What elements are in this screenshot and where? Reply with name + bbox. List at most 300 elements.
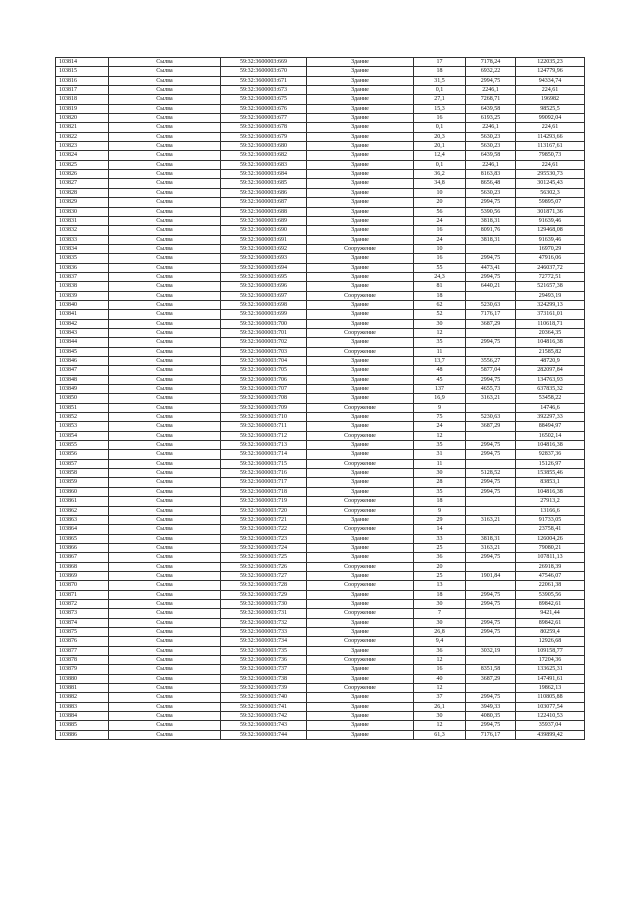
cell-area: 20,3: [414, 132, 466, 141]
cell-object-type: Здание: [307, 123, 414, 132]
cell-area: 15,3: [414, 104, 466, 113]
cell-area: 33: [414, 534, 466, 543]
cell-id: 103870: [56, 581, 109, 590]
cell-cadastral-value: 124779,96: [516, 67, 585, 76]
cell-unit-value: 2994,75: [466, 272, 516, 281]
cell-area: 18: [414, 291, 466, 300]
cell-object-type: Здание: [307, 282, 414, 291]
cell-object-type: Сооружение: [307, 328, 414, 337]
cell-unit-value: 2994,75: [466, 76, 516, 85]
cell-cadastral-value: 91639,46: [516, 235, 585, 244]
cell-cadastral-value: 224,61: [516, 160, 585, 169]
cell-area: 37: [414, 693, 466, 702]
cell-locality: Сылва: [109, 627, 221, 636]
cell-cadastral-value: 301871,36: [516, 207, 585, 216]
cell-cadastral-number: 59:32:3600003:734: [221, 637, 307, 646]
cell-locality: Сылва: [109, 665, 221, 674]
cell-unit-value: [466, 656, 516, 665]
cell-area: 0,1: [414, 160, 466, 169]
cell-cadastral-number: 59:32:3600003:677: [221, 114, 307, 123]
cell-unit-value: 7176,17: [466, 310, 516, 319]
cell-cadastral-value: 134763,93: [516, 375, 585, 384]
cell-locality: Сылва: [109, 721, 221, 730]
cell-locality: Сылва: [109, 684, 221, 693]
cell-locality: Сылва: [109, 506, 221, 515]
cell-unit-value: [466, 347, 516, 356]
cell-id: 103827: [56, 179, 109, 188]
cell-id: 103837: [56, 272, 109, 281]
cell-cadastral-number: 59:32:3600003:735: [221, 646, 307, 655]
cell-area: 137: [414, 385, 466, 394]
table-row: [56, 730, 585, 739]
cell-area: 18: [414, 67, 466, 76]
cell-unit-value: [466, 497, 516, 506]
cell-area: 35: [414, 487, 466, 496]
cell-cadastral-value: 59895,07: [516, 198, 585, 207]
cell-object-type: Здание: [307, 76, 414, 85]
cell-unit-value: 3163,21: [466, 515, 516, 524]
cell-id: 103828: [56, 188, 109, 197]
cell-cadastral-number: 59:32:3600003:741: [221, 702, 307, 711]
cell-id: 103885: [56, 721, 109, 730]
table-row: [56, 272, 585, 281]
cell-object-type: Сооружение: [307, 431, 414, 440]
cell-id: 103875: [56, 627, 109, 636]
cell-locality: Сылва: [109, 328, 221, 337]
cell-cadastral-value: 47916,06: [516, 254, 585, 263]
cell-object-type: Здание: [307, 188, 414, 197]
cell-object-type: Здание: [307, 226, 414, 235]
cell-locality: Сылва: [109, 226, 221, 235]
cell-area: 0,1: [414, 86, 466, 95]
cell-id: 103832: [56, 226, 109, 235]
cell-cadastral-value: 107811,13: [516, 553, 585, 562]
cell-locality: Сылва: [109, 310, 221, 319]
table-row: [56, 413, 585, 422]
cell-cadastral-value: 295530,73: [516, 170, 585, 179]
cell-id: 103886: [56, 730, 109, 739]
cell-object-type: Здание: [307, 478, 414, 487]
cell-cadastral-value: 72772,51: [516, 272, 585, 281]
cell-locality: Сылва: [109, 86, 221, 95]
cell-area: 16: [414, 226, 466, 235]
cell-object-type: Здание: [307, 712, 414, 721]
table-row: [56, 76, 585, 85]
cell-cadastral-number: 59:32:3600003:675: [221, 95, 307, 104]
cell-cadastral-number: 59:32:3600003:709: [221, 403, 307, 412]
cell-cadastral-number: 59:32:3600003:729: [221, 590, 307, 599]
cell-id: 103884: [56, 712, 109, 721]
cell-id: 103880: [56, 674, 109, 683]
cell-area: 48: [414, 366, 466, 375]
cell-unit-value: [466, 609, 516, 618]
cell-area: 36: [414, 553, 466, 562]
cell-area: 40: [414, 674, 466, 683]
cell-locality: Сылва: [109, 366, 221, 375]
cell-object-type: Здание: [307, 543, 414, 552]
cell-unit-value: 6440,21: [466, 282, 516, 291]
cell-id: 103869: [56, 571, 109, 580]
table-row: [56, 450, 585, 459]
cell-area: 0,1: [414, 123, 466, 132]
cell-area: 12: [414, 431, 466, 440]
cell-locality: Сылва: [109, 357, 221, 366]
cell-object-type: Здание: [307, 104, 414, 113]
cell-id: 103824: [56, 151, 109, 160]
cell-object-type: Здание: [307, 170, 414, 179]
cell-object-type: Здание: [307, 114, 414, 123]
cell-object-type: Сооружение: [307, 581, 414, 590]
cell-cadastral-number: 59:32:3600003:731: [221, 609, 307, 618]
cell-object-type: Здание: [307, 394, 414, 403]
table-row: [56, 553, 585, 562]
cell-cadastral-value: 103077,54: [516, 702, 585, 711]
cell-unit-value: 4655,73: [466, 385, 516, 394]
table-row: [56, 581, 585, 590]
cell-area: 35: [414, 441, 466, 450]
cell-cadastral-number: 59:32:3600003:737: [221, 665, 307, 674]
cell-object-type: Здание: [307, 534, 414, 543]
table-row: [56, 506, 585, 515]
cell-id: 103839: [56, 291, 109, 300]
cell-locality: Сылва: [109, 581, 221, 590]
cell-id: 103871: [56, 590, 109, 599]
cell-id: 103845: [56, 347, 109, 356]
cell-locality: Сылва: [109, 693, 221, 702]
cell-area: 28: [414, 478, 466, 487]
cell-unit-value: 2994,75: [466, 599, 516, 608]
cell-locality: Сылва: [109, 441, 221, 450]
cell-object-type: Здание: [307, 599, 414, 608]
cell-area: 31,5: [414, 76, 466, 85]
cell-area: 16,9: [414, 394, 466, 403]
cell-cadastral-number: 59:32:3600003:676: [221, 104, 307, 113]
table-row: [56, 487, 585, 496]
cell-id: 103835: [56, 254, 109, 263]
cell-id: 103850: [56, 394, 109, 403]
cell-cadastral-number: 59:32:3600003:736: [221, 656, 307, 665]
cell-cadastral-value: 98525,5: [516, 104, 585, 113]
cell-area: 81: [414, 282, 466, 291]
cell-cadastral-value: 147491,61: [516, 674, 585, 683]
cell-object-type: Здание: [307, 422, 414, 431]
cell-cadastral-value: 53905,56: [516, 590, 585, 599]
cell-cadastral-number: 59:32:3600003:695: [221, 272, 307, 281]
cell-object-type: Здание: [307, 357, 414, 366]
cell-cadastral-number: 59:32:3600003:705: [221, 366, 307, 375]
cell-cadastral-number: 59:32:3600003:718: [221, 487, 307, 496]
cell-locality: Сылва: [109, 282, 221, 291]
cell-locality: Сылва: [109, 599, 221, 608]
table-row: [56, 132, 585, 141]
cell-id: 103831: [56, 216, 109, 225]
cell-cadastral-value: 113167,61: [516, 142, 585, 151]
table-row: [56, 469, 585, 478]
cell-cadastral-value: 521657,38: [516, 282, 585, 291]
cell-object-type: Здание: [307, 702, 414, 711]
cell-id: 103846: [56, 357, 109, 366]
cell-object-type: Здание: [307, 179, 414, 188]
cell-locality: Сылва: [109, 142, 221, 151]
cell-locality: Сылва: [109, 422, 221, 431]
cell-object-type: Здание: [307, 450, 414, 459]
cell-unit-value: 2994,75: [466, 338, 516, 347]
cell-locality: Сылва: [109, 413, 221, 422]
cell-locality: Сылва: [109, 534, 221, 543]
cell-area: 13,7: [414, 357, 466, 366]
cell-cadastral-value: 114293,66: [516, 132, 585, 141]
cell-cadastral-number: 59:32:3600003:712: [221, 431, 307, 440]
cell-cadastral-value: 79080,21: [516, 543, 585, 552]
cell-object-type: Здание: [307, 385, 414, 394]
cell-cadastral-number: 59:32:3600003:689: [221, 216, 307, 225]
cell-object-type: Здание: [307, 366, 414, 375]
cell-locality: Сылва: [109, 459, 221, 468]
cell-cadastral-number: 59:32:3600003:702: [221, 338, 307, 347]
cell-area: 13: [414, 581, 466, 590]
cell-object-type: Здание: [307, 216, 414, 225]
cell-cadastral-value: 21585,82: [516, 347, 585, 356]
cell-unit-value: [466, 525, 516, 534]
cell-object-type: Сооружение: [307, 497, 414, 506]
cell-area: 30: [414, 469, 466, 478]
table-row: [56, 385, 585, 394]
cell-locality: Сылва: [109, 646, 221, 655]
cell-cadastral-value: 20364,35: [516, 328, 585, 337]
cell-unit-value: 3818,31: [466, 216, 516, 225]
cell-unit-value: 5630,23: [466, 142, 516, 151]
table-row: [56, 319, 585, 328]
cell-object-type: Здание: [307, 310, 414, 319]
cell-unit-value: [466, 506, 516, 515]
table-row: [56, 160, 585, 169]
cell-id: 103814: [56, 58, 109, 67]
table-row: [56, 562, 585, 571]
cell-area: 9: [414, 506, 466, 515]
document-page: [55, 57, 584, 740]
table-row: [56, 478, 585, 487]
cell-unit-value: 2246,1: [466, 160, 516, 169]
cell-locality: Сылва: [109, 207, 221, 216]
cell-cadastral-number: 59:32:3600003:687: [221, 198, 307, 207]
cell-locality: Сылва: [109, 375, 221, 384]
table-row: [56, 114, 585, 123]
cell-locality: Сылва: [109, 450, 221, 459]
cell-cadastral-value: 35937,04: [516, 721, 585, 730]
cell-unit-value: 5128,52: [466, 469, 516, 478]
cell-id: 103851: [56, 403, 109, 412]
cell-cadastral-number: 59:32:3600003:717: [221, 478, 307, 487]
cell-object-type: Здание: [307, 319, 414, 328]
cell-object-type: Здание: [307, 693, 414, 702]
cell-cadastral-value: 224,61: [516, 86, 585, 95]
cell-locality: Сылва: [109, 431, 221, 440]
cell-unit-value: 2246,1: [466, 123, 516, 132]
cell-locality: Сылва: [109, 123, 221, 132]
table-row: [56, 198, 585, 207]
cell-cadastral-number: 59:32:3600003:692: [221, 244, 307, 253]
cell-locality: Сылва: [109, 403, 221, 412]
cell-id: 103818: [56, 95, 109, 104]
cell-cadastral-value: 13166,6: [516, 506, 585, 515]
cell-unit-value: [466, 459, 516, 468]
cell-cadastral-number: 59:32:3600003:679: [221, 132, 307, 141]
cell-cadastral-number: 59:32:3600003:688: [221, 207, 307, 216]
cell-cadastral-number: 59:32:3600003:691: [221, 235, 307, 244]
cell-cadastral-number: 59:32:3600003:678: [221, 123, 307, 132]
cell-cadastral-number: 59:32:3600003:707: [221, 385, 307, 394]
cell-unit-value: 2994,75: [466, 441, 516, 450]
cell-locality: Сылва: [109, 114, 221, 123]
cell-unit-value: [466, 562, 516, 571]
cell-locality: Сылва: [109, 104, 221, 113]
cell-area: 14: [414, 525, 466, 534]
table-row: [56, 684, 585, 693]
cell-cadastral-number: 59:32:3600003:740: [221, 693, 307, 702]
cell-cadastral-value: 91733,05: [516, 515, 585, 524]
cell-cadastral-number: 59:32:3600003:690: [221, 226, 307, 235]
cell-cadastral-number: 59:32:3600003:685: [221, 179, 307, 188]
cell-cadastral-value: 104816,38: [516, 487, 585, 496]
cell-cadastral-value: 16502,14: [516, 431, 585, 440]
cell-object-type: Сооружение: [307, 637, 414, 646]
cell-id: 103874: [56, 618, 109, 627]
cell-id: 103834: [56, 244, 109, 253]
cell-object-type: Сооружение: [307, 506, 414, 515]
cell-unit-value: 2994,75: [466, 590, 516, 599]
cell-area: 26,1: [414, 702, 466, 711]
cell-area: 26,8: [414, 627, 466, 636]
cell-cadastral-value: 16970,29: [516, 244, 585, 253]
cell-unit-value: 3818,31: [466, 235, 516, 244]
cell-cadastral-value: 196982: [516, 95, 585, 104]
table-row: [56, 188, 585, 197]
table-row: [56, 254, 585, 263]
cell-cadastral-number: 59:32:3600003:722: [221, 525, 307, 534]
cell-unit-value: 3687,29: [466, 422, 516, 431]
cell-cadastral-number: 59:32:3600003:706: [221, 375, 307, 384]
table-row: [56, 515, 585, 524]
cell-cadastral-value: 79850,73: [516, 151, 585, 160]
cell-area: 20,1: [414, 142, 466, 151]
cell-id: 103858: [56, 469, 109, 478]
cell-cadastral-value: 133625,31: [516, 665, 585, 674]
cell-area: 12: [414, 656, 466, 665]
cell-area: 12: [414, 328, 466, 337]
cell-cadastral-number: 59:32:3600003:733: [221, 627, 307, 636]
cell-unit-value: 4473,41: [466, 263, 516, 272]
cell-cadastral-number: 59:32:3600003:728: [221, 581, 307, 590]
table-row: [56, 170, 585, 179]
cell-id: 103867: [56, 553, 109, 562]
cell-unit-value: 2994,75: [466, 450, 516, 459]
cell-id: 103862: [56, 506, 109, 515]
cell-id: 103820: [56, 114, 109, 123]
cell-area: 29: [414, 515, 466, 524]
cell-area: 18: [414, 590, 466, 599]
cell-object-type: Здание: [307, 198, 414, 207]
cell-object-type: Здание: [307, 254, 414, 263]
cell-cadastral-value: 224,61: [516, 123, 585, 132]
table-row: [56, 422, 585, 431]
cell-id: 103852: [56, 413, 109, 422]
cell-id: 103876: [56, 637, 109, 646]
cell-unit-value: 4080,35: [466, 712, 516, 721]
cell-cadastral-number: 59:32:3600003:698: [221, 300, 307, 309]
cell-id: 103872: [56, 599, 109, 608]
table-row: [56, 282, 585, 291]
cell-id: 103817: [56, 86, 109, 95]
cell-locality: Сылва: [109, 235, 221, 244]
cell-unit-value: 7176,17: [466, 730, 516, 739]
table-row: [56, 665, 585, 674]
cell-area: 9,4: [414, 637, 466, 646]
table-row: [56, 459, 585, 468]
cell-locality: Сылва: [109, 170, 221, 179]
cell-id: 103816: [56, 76, 109, 85]
cell-area: 24,3: [414, 272, 466, 281]
cell-area: 11: [414, 459, 466, 468]
cell-locality: Сылва: [109, 347, 221, 356]
cell-area: 18: [414, 497, 466, 506]
cell-cadastral-value: 122410,53: [516, 712, 585, 721]
cell-locality: Сылва: [109, 188, 221, 197]
cell-area: 55: [414, 263, 466, 272]
table-row: [56, 123, 585, 132]
cell-locality: Сылва: [109, 272, 221, 281]
cell-id: 103841: [56, 310, 109, 319]
cell-locality: Сылва: [109, 216, 221, 225]
cell-id: 103838: [56, 282, 109, 291]
table-row: [56, 497, 585, 506]
cell-cadastral-number: 59:32:3600003:697: [221, 291, 307, 300]
cell-cadastral-number: 59:32:3600003:716: [221, 469, 307, 478]
cell-id: 103865: [56, 534, 109, 543]
cell-cadastral-value: 92837,36: [516, 450, 585, 459]
cell-locality: Сылва: [109, 618, 221, 627]
cell-locality: Сылва: [109, 515, 221, 524]
cell-id: 103849: [56, 385, 109, 394]
cell-unit-value: 3163,21: [466, 394, 516, 403]
cell-cadastral-value: 126004,26: [516, 534, 585, 543]
cell-area: 34,8: [414, 179, 466, 188]
cell-cadastral-number: 59:32:3600003:721: [221, 515, 307, 524]
table-row: [56, 366, 585, 375]
table-row: [56, 431, 585, 440]
cell-unit-value: 1901,84: [466, 571, 516, 580]
cell-object-type: Здание: [307, 142, 414, 151]
cell-id: 103873: [56, 609, 109, 618]
cell-cadastral-value: 47546,07: [516, 571, 585, 580]
table-row: [56, 86, 585, 95]
cell-cadastral-value: 48720,9: [516, 357, 585, 366]
cell-unit-value: 8091,76: [466, 226, 516, 235]
cell-object-type: Здание: [307, 646, 414, 655]
cell-object-type: Здание: [307, 207, 414, 216]
cell-cadastral-number: 59:32:3600003:743: [221, 721, 307, 730]
cell-unit-value: 2994,75: [466, 618, 516, 627]
cell-locality: Сылва: [109, 590, 221, 599]
cell-cadastral-number: 59:32:3600003:680: [221, 142, 307, 151]
table-row: [56, 95, 585, 104]
cell-locality: Сылва: [109, 469, 221, 478]
cell-cadastral-value: 12926,68: [516, 637, 585, 646]
table-row: [56, 300, 585, 309]
cell-id: 103877: [56, 646, 109, 655]
cell-locality: Сылва: [109, 300, 221, 309]
cell-object-type: Здание: [307, 272, 414, 281]
cell-locality: Сылва: [109, 95, 221, 104]
